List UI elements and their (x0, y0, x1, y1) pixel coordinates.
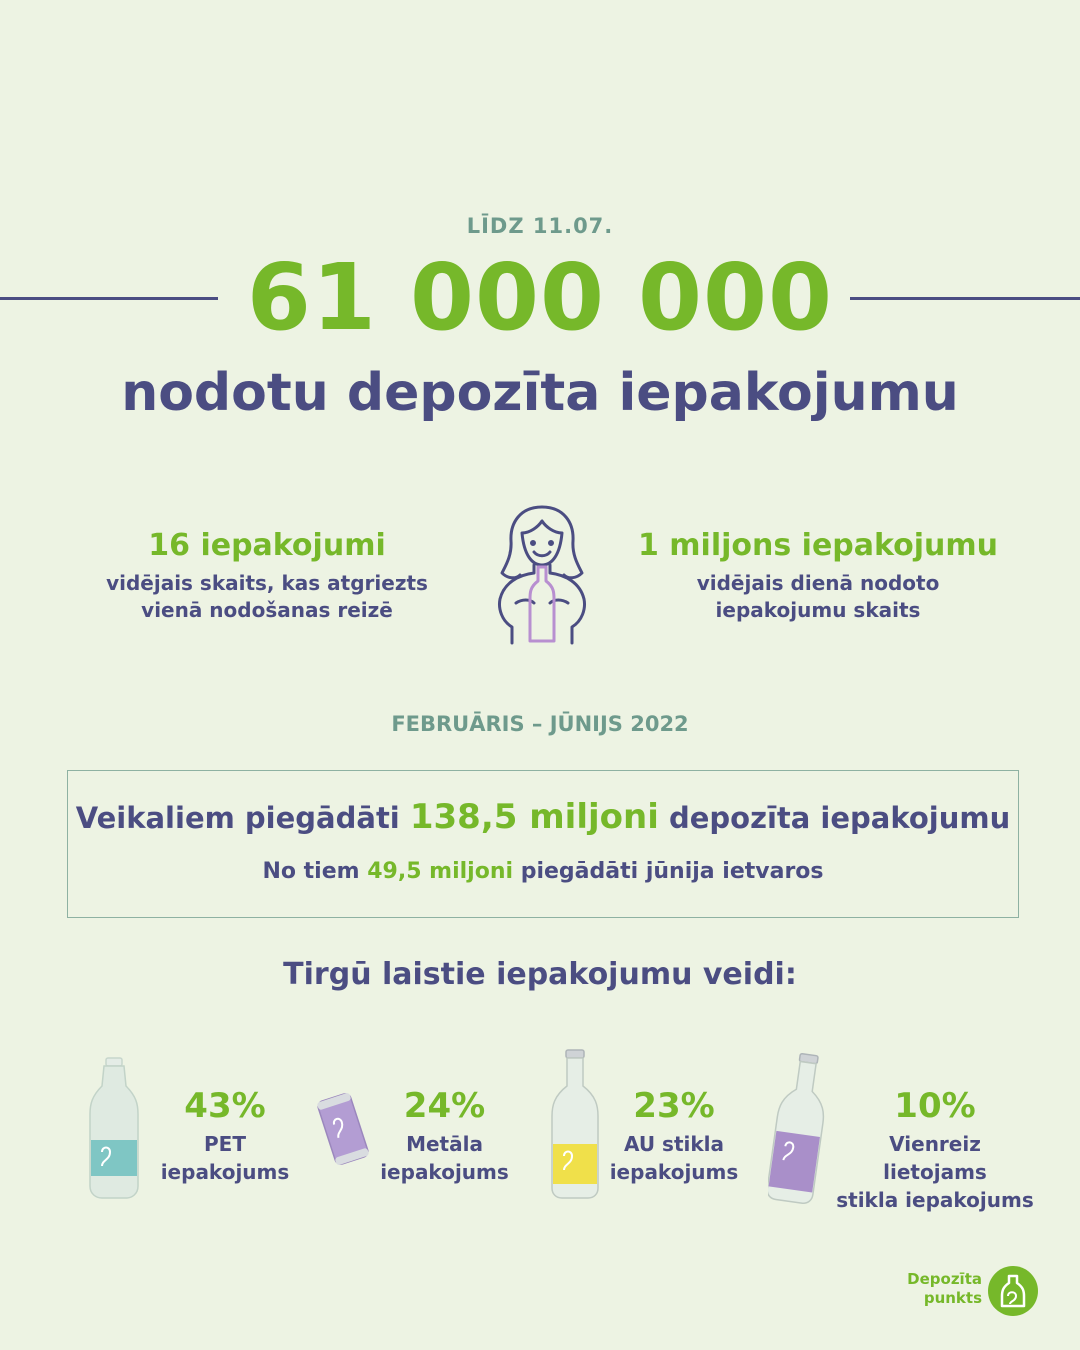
metal-can-icon (312, 1090, 374, 1172)
package-type-pet (150, 1086, 300, 1186)
pet-bottle-icon (86, 1056, 142, 1204)
supply-line1-suffix: depozīta iepakojumu (668, 801, 1011, 835)
pet-percent: 43% (184, 1086, 266, 1126)
package-type-au-glass (603, 1086, 745, 1186)
right-divider-line (850, 297, 1080, 300)
single-use-glass-label (834, 1130, 1036, 1214)
supply-line1-prefix: Veikaliem piegādāti (75, 801, 400, 835)
pet-label-line1: PET (204, 1132, 246, 1156)
au-glass-label-line2: iepakojums (609, 1160, 739, 1184)
single-use-glass-percent: 10% (894, 1086, 976, 1126)
glass-bottle-yellow-icon (548, 1048, 602, 1204)
metal-label-line2: iepakojums (380, 1160, 509, 1184)
left-divider-line (0, 297, 218, 300)
logo-text (890, 1270, 982, 1308)
single-use-glass-label-line1: Vienreiz lietojams (883, 1132, 987, 1184)
metal-percent: 24% (403, 1086, 486, 1126)
supply-line-total (68, 797, 1018, 838)
supply-total-value: 138,5 miljoni (409, 797, 659, 837)
metal-label-line1: Metāla (406, 1132, 483, 1156)
period-label: FEBRUĀRIS – JŪNIJS 2022 (391, 712, 689, 736)
pet-label (150, 1130, 300, 1186)
stat-right-description (628, 570, 1008, 624)
supply-june-value: 49,5 miljoni (367, 859, 514, 884)
date-label: LĪDZ 11.07. (466, 214, 614, 238)
package-type-single-use-glass (834, 1086, 1036, 1214)
logo-line2: punkts (923, 1289, 982, 1307)
woman-with-bottle-icon (490, 503, 594, 645)
au-glass-label-line1: AU stikla (623, 1132, 725, 1156)
stat-right-desc-line2: iepakojumu skaits (715, 598, 921, 622)
au-glass-percent: 23% (633, 1086, 715, 1126)
stat-right-desc-line1: vidējais dienā nodoto (696, 571, 940, 595)
supply-line-june (68, 857, 1018, 887)
logo-bottle-icon (988, 1266, 1038, 1316)
stat-daily-average (628, 528, 1008, 624)
glass-bottle-purple-icon (768, 1052, 830, 1208)
package-types-title: Tirgū laistie iepakojumu veidi: (283, 957, 797, 992)
supply-line2-suffix: piegādāti jūnija ietvaros (520, 859, 824, 884)
stat-average-per-return (90, 528, 444, 624)
au-glass-label (603, 1130, 745, 1186)
total-count: 61 000 000 (246, 244, 834, 351)
stat-left-desc-line2: vienā nodošanas reizē (141, 598, 393, 622)
supply-line2-prefix: No tiem (262, 859, 360, 884)
stat-left-title: 16 iepakojumi (148, 528, 386, 563)
package-type-metal (372, 1086, 517, 1186)
metal-label (372, 1130, 517, 1186)
pet-label-line2: iepakojums (160, 1160, 290, 1184)
stat-left-description (90, 570, 444, 624)
single-use-glass-label-line2: stikla iepakojums (836, 1188, 1034, 1212)
supply-info-box (67, 770, 1019, 918)
page-subtitle: nodotu depozīta iepakojumu (121, 363, 959, 423)
logo-line1: Depozīta (907, 1270, 982, 1288)
stat-right-title: 1 miljons iepakojumu (637, 528, 999, 563)
stat-left-desc-line1: vidējais skaits, kas atgriezts (106, 571, 428, 595)
